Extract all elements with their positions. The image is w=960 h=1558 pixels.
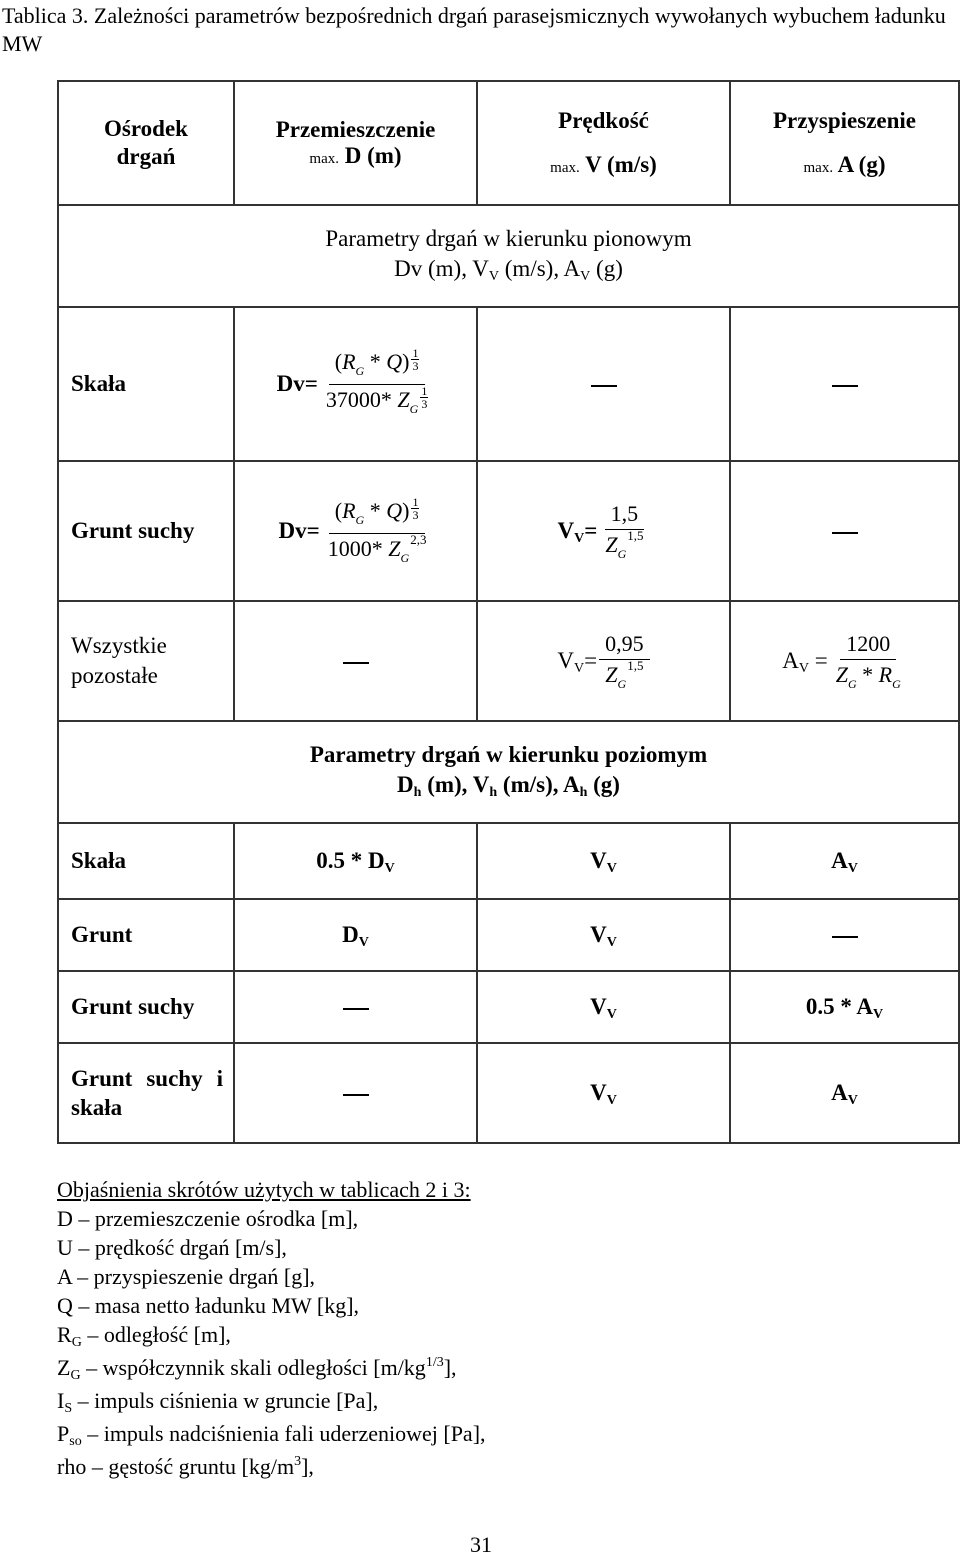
dv-prefix: Dv= <box>278 518 320 543</box>
legend-item: ZG – współczynnik skali odległości $[m/kg^{1/3}]$, <box>57 1355 457 1383</box>
row-label-others: Wszystkie pozostałe <box>58 601 234 721</box>
legend-item: U – prędkość drgań [m/s], <box>57 1235 287 1260</box>
header-medium-label: Ośrodek drgań <box>104 116 188 169</box>
horizontal-row-dry-soil <box>58 971 959 1043</box>
dash-icon <box>343 1094 369 1096</box>
others-dv-empty <box>234 601 477 721</box>
vv-den-exp: 1,5 <box>627 528 644 543</box>
legend-item: RG – odległość [m], <box>57 1322 231 1350</box>
dv-den-exp: 2,3 <box>410 531 427 547</box>
vv-num: 0,95 <box>599 629 650 660</box>
header-displacement-unit: D (m) <box>344 143 402 168</box>
legend-item: rho – gęstość gruntu $[kg/m^3]$, <box>57 1454 314 1479</box>
header-displacement <box>234 81 477 205</box>
h-a-cell: AV <box>730 823 959 899</box>
h-a-cell: AV <box>730 1043 959 1143</box>
horizontal-section-title: Parametry drgań w kierunku poziomym <box>309 742 708 767</box>
h-d-empty <box>234 1043 477 1143</box>
legend-item: A – przyspieszenie drgań [g], <box>57 1264 316 1289</box>
vv-den-exp: 1,5 <box>627 658 644 673</box>
av-num: 1200 <box>840 629 896 660</box>
dash-icon <box>832 385 858 387</box>
parameters-table <box>57 80 960 1144</box>
others-vv-formula: VV= $\frac{0,95}{Z_G^{1,5}}$ <box>477 601 730 721</box>
row-label-rock: Skała <box>58 307 234 461</box>
vertical-section-title: Parametry drgań w kierunku pionowym <box>325 226 692 251</box>
dv-den-const: 37000 <box>325 386 381 412</box>
row-label: Grunt suchy i skała <box>58 1043 234 1143</box>
header-medium <box>58 81 234 205</box>
horizontal-section-row <box>58 721 959 823</box>
header-velocity <box>477 81 730 205</box>
rock-vv-empty <box>477 307 730 461</box>
legend-item: D – przemieszczenie ośrodka [m], <box>57 1206 359 1231</box>
header-velocity-unit: V (m/s) <box>585 152 657 177</box>
header-row <box>58 81 959 205</box>
vertical-section-row <box>58 205 959 307</box>
header-velocity-max: max. <box>550 160 580 176</box>
horizontal-row-rock <box>58 823 959 899</box>
legend-item: Pso – impuls nadciśnienia fali uderzeniowej [Pa], <box>57 1421 486 1449</box>
legend-item: IS – impuls ciśnienia w gruncie [Pa], <box>57 1388 379 1416</box>
header-acceleration-max: max. <box>803 160 834 176</box>
header-acceleration-unit: A (g) <box>837 152 886 177</box>
vertical-section-header <box>58 205 959 307</box>
header-velocity-title: Prędkość <box>558 108 649 133</box>
abbreviations-legend <box>57 1175 486 1485</box>
dry-soil-dv-formula: Dv= $(R_G * Q)$ $\frac{1}{3}$ 1000* $Z_G^{2,3}$ <box>234 461 477 601</box>
row-label: Grunt <box>58 899 234 971</box>
header-acceleration <box>730 81 959 205</box>
h-d-cell: 0.5 * DV <box>234 823 477 899</box>
row-label: Skała <box>58 823 234 899</box>
h-v-cell: VV <box>477 899 730 971</box>
others-av-formula: AV = $\frac{1200}{Z_G * R_G}$ <box>730 601 959 721</box>
page-number: 31 <box>470 1532 492 1557</box>
vertical-row-others <box>58 601 959 721</box>
dry-soil-av-empty <box>730 461 959 601</box>
horizontal-section-header <box>58 721 959 823</box>
h-a-empty <box>730 899 959 971</box>
horizontal-section-units: Dh (m), Vh (m/s), Ah (g) <box>397 772 620 800</box>
dash-icon <box>343 662 369 664</box>
h-v-cell: VV <box>477 1043 730 1143</box>
horizontal-row-soil <box>58 899 959 971</box>
legend-item: Q – masa netto ładunku MW [kg], <box>57 1293 360 1318</box>
h-d-cell: DV <box>234 899 477 971</box>
h-a-cell: 0.5 * AV <box>730 971 959 1043</box>
dry-soil-vv-formula: VV= $\frac{1,5}{Z_G^{1,5}}$ <box>477 461 730 601</box>
header-displacement-title: Przemieszczenie <box>275 117 436 142</box>
dv-den-const: 1000 <box>327 535 372 561</box>
h-v-cell: VV <box>477 823 730 899</box>
h-d-empty <box>234 971 477 1043</box>
header-acceleration-title: Przyspieszenie <box>772 108 917 133</box>
dv-prefix: Dv= <box>276 371 318 396</box>
vertical-section-units: Dv (m), VV (m/s), AV (g) <box>394 256 623 284</box>
horizontal-row-dry-soil-rock <box>58 1043 959 1143</box>
rock-av-empty <box>730 307 959 461</box>
header-displacement-max: max. <box>309 151 339 167</box>
vertical-row-dry-soil <box>58 461 959 601</box>
dash-icon <box>832 936 858 938</box>
vertical-row-rock <box>58 307 959 461</box>
h-v-cell: VV <box>477 971 730 1043</box>
legend-heading: Objaśnienia skrótów użytych w tablicach 2 i 3: <box>57 1177 471 1202</box>
table-caption: Tablica 3. Zależności parametrów bezpośrednich drgań parasejsmicznych wywołanych wybuchem ładunku MW <box>2 3 946 56</box>
row-label-dry-soil: Grunt suchy <box>58 461 234 601</box>
dash-icon <box>343 1008 369 1010</box>
dash-icon <box>832 532 858 534</box>
rock-dv-formula: Dv= $(R_G * Q)$ $\frac{1}{3}$ 37000* $Z_G$ $\frac{1}{3}$ <box>234 307 477 461</box>
vv-num: 1,5 <box>605 499 645 530</box>
row-label: Grunt suchy <box>58 971 234 1043</box>
dash-icon <box>591 385 617 387</box>
